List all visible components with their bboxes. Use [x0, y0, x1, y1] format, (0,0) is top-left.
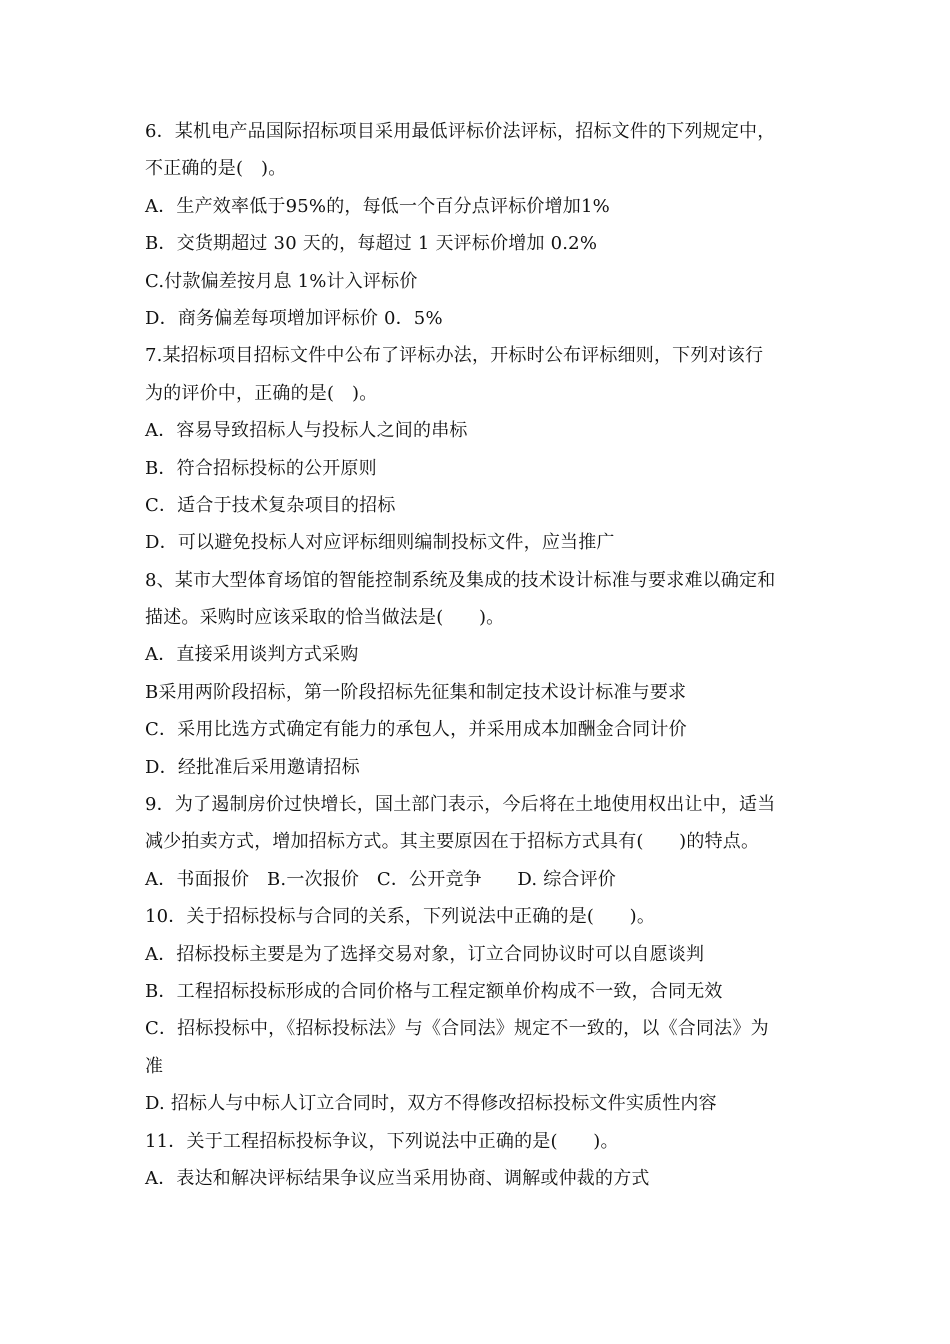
text-line: B．符合招标投标的公开原则	[145, 457, 377, 479]
text-line: C.付款偏差按月息 1%计入评标价	[145, 270, 418, 292]
text-line: D. 招标人与中标人订立合同时，双方不得修改招标投标文件实质性内容	[145, 1093, 717, 1115]
text-line: A．表达和解决评标结果争议应当采用协商、调解或仲裁的方式	[145, 1167, 650, 1189]
text-line: A．招标投标主要是为了选择交易对象，订立合同协议时可以自愿谈判	[145, 943, 705, 965]
text-line: 准	[145, 1055, 164, 1077]
text-line: 11．关于工程招标投标争议，下列说法中正确的是( )。	[145, 1130, 619, 1152]
text-line: C．招标投标中，《招标投标法》与《合同法》规定不一致的，以《合同法》为	[145, 1018, 769, 1040]
document-body	[145, 113, 825, 1197]
text-line: B采用两阶段招标，第一阶段招标先征集和制定技术设计标准与要求	[145, 681, 687, 703]
text-line: A．书面报价 B.一次报价 C．公开竞争 D. 综合评价	[145, 868, 617, 890]
text-line: A．容易导致招标人与投标人之间的串标	[145, 420, 468, 442]
text-line: 减少拍卖方式，增加招标方式。其主要原因在于招标方式具有( )的特点。	[145, 831, 760, 853]
text-line: B．工程招标投标形成的合同价格与工程定额单价构成不一致，合同无效	[145, 980, 723, 1002]
text-line: 不正确的是( )。	[145, 158, 287, 180]
text-line: A．直接采用谈判方式采购	[145, 644, 359, 666]
text-line: D．商务偏差每项增加评标价 0．5%	[145, 307, 443, 329]
text-line: 10．关于招标投标与合同的关系，下列说法中正确的是( )。	[145, 906, 656, 928]
text-line: 6．某机电产品国际招标项目采用最低评标价法评标，招标文件的下列规定中，	[145, 121, 776, 142]
text-line: 描述。采购时应该采取的恰当做法是( )。	[145, 607, 505, 629]
text-line: 为的评价中，正确的是( )。	[145, 382, 378, 404]
text-line: A．生产效率低于95%的，每低一个百分点评标价增加1%	[145, 195, 610, 217]
text-line: D．可以避免投标人对应评标细则编制投标文件，应当推广	[145, 532, 615, 554]
text-line: C．采用比选方式确定有能力的承包人，并采用成本加酬金合同计价	[145, 719, 687, 741]
text-line: 7.某招标项目招标文件中公布了评标办法，开标时公布评标细则，下列对该行	[145, 345, 764, 367]
text-line: B．交货期超过 30 天的，每超过 1 天评标价增加 0.2%	[145, 233, 598, 255]
text-line: D．经批准后采用邀请招标	[145, 756, 360, 778]
text-line: C．适合于技术复杂项目的招标	[145, 494, 396, 516]
text-line: 8、某市大型体育场馆的智能控制系统及集成的技术设计标准与要求难以确定和	[145, 569, 776, 591]
text-line: 9．为了遏制房价过快增长，国土部门表示，今后将在土地使用权出让中，适当	[145, 794, 776, 816]
